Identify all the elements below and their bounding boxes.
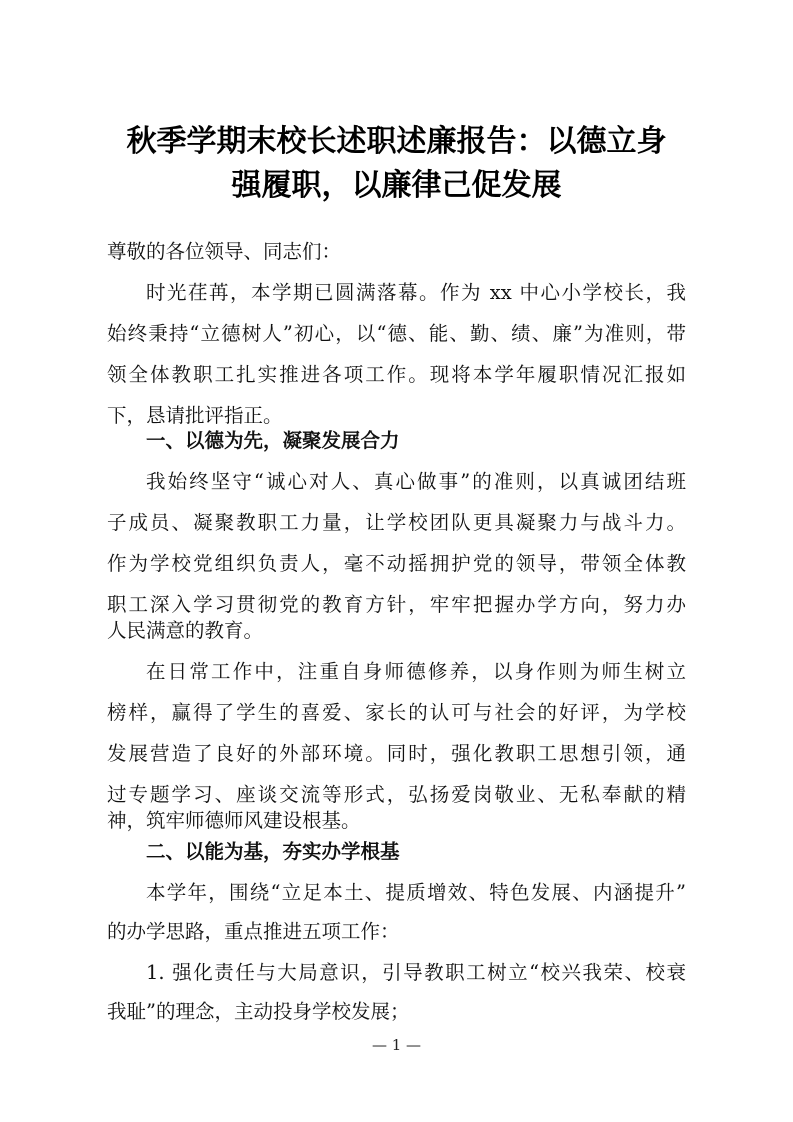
paragraph-line: 1. 强化责任与大局意识，引导教职工树立“校兴我荣、校衰 bbox=[146, 961, 686, 984]
page-number: — 1 — bbox=[371, 1036, 422, 1054]
paragraph-line: 下，恳请批评指正。 bbox=[107, 404, 283, 427]
document-title-line-1: 秋季学期末校长述职述廉报告：以德立身 bbox=[126, 124, 667, 159]
paragraph-line: 始终秉持“立德树人”初心，以“德、能、勤、绩、廉”为准则，带 bbox=[107, 322, 686, 345]
salutation: 尊敬的各位领导、同志们： bbox=[107, 240, 342, 263]
section-heading-1: 一、以德为先，凝聚发展合力 bbox=[146, 429, 400, 452]
paragraph-line: 神，筑牢师德师风建设根基。 bbox=[107, 809, 361, 832]
paragraph-line: 本学年，围绕“立足本土、提质增效、特色发展、内涵提升” bbox=[146, 881, 686, 904]
paragraph-line: 发展营造了良好的外部环境。同时，强化教职工思想引领，通 bbox=[107, 742, 686, 765]
paragraph-line: 榜样，赢得了学生的喜爱、家长的认可与社会的好评，为学校 bbox=[107, 701, 686, 724]
paragraph-line: 时光荏苒，本学期已圆满落幕。作为 xx 中心小学校长，我 bbox=[146, 281, 686, 304]
paragraph-line: 人民满意的教育。 bbox=[107, 619, 264, 642]
paragraph-line: 的办学思路，重点推进五项工作： bbox=[107, 920, 400, 943]
paragraph-line: 作为学校党组织负责人，毫不动摇拥护党的领导，带领全体教 bbox=[107, 552, 686, 575]
paragraph-line: 过专题学习、座谈交流等形式，弘扬爱岗敬业、无私奉献的精 bbox=[107, 783, 686, 806]
document-title-line-2: 强履职，以廉律己促发展 bbox=[231, 168, 562, 203]
paragraph-line: 领全体教职工扎实推进各项工作。现将本学年履职情况汇报如 bbox=[107, 363, 686, 386]
paragraph-line: 职工深入学习贯彻党的教育方针，牢牢把握办学方向，努力办 bbox=[107, 593, 686, 616]
paragraph-line: 子成员、凝聚教职工力量，让学校团队更具凝聚力与战斗力。 bbox=[107, 511, 686, 534]
section-heading-2: 二、以能为基，夯实办学根基 bbox=[146, 840, 400, 863]
paragraph-line: 在日常工作中，注重自身师德修养，以身作则为师生树立 bbox=[146, 660, 686, 683]
paragraph-line: 我耻”的理念，主动投身学校发展； bbox=[107, 1000, 410, 1023]
paragraph-line: 我始终坚守“诚心对人、真心做事”的准则，以真诚团结班 bbox=[146, 470, 686, 493]
